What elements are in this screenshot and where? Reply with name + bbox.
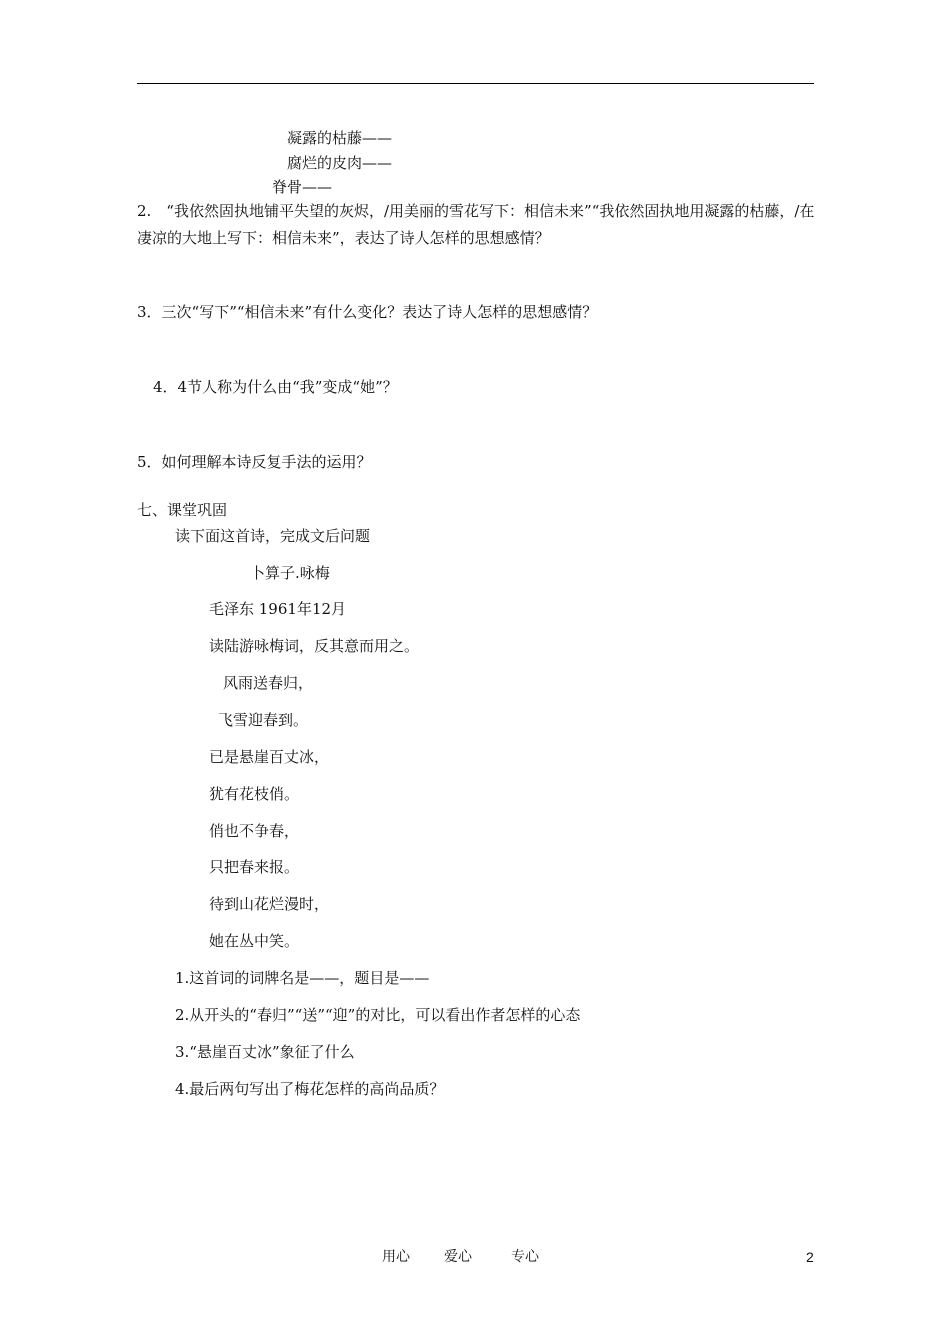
poem-line-4: 犹有花枝俏。 xyxy=(209,785,300,803)
poem-question-1: 1.这首词的词牌名是——，题目是—— xyxy=(175,969,430,987)
section-title: 七、课堂巩固 xyxy=(137,501,228,519)
question-3: 3．三次“写下”“相信未来”有什么变化？表达了诗人怎样的思想感情？ xyxy=(137,303,598,321)
question-4: 4．4节人称为什么由“我”变成“她”？ xyxy=(153,378,398,396)
footer-word-2: 爱心 xyxy=(444,1249,472,1265)
page-number: 2 xyxy=(806,1249,814,1265)
question-5: 5．如何理解本诗反复手法的运用？ xyxy=(137,453,372,471)
metaphor-line-3: 脊骨—— xyxy=(272,178,333,196)
poem-author-date: 毛泽东 1961年12月 xyxy=(209,600,347,618)
metaphor-line-2: 腐烂的皮肉—— xyxy=(287,154,393,172)
footer-word-3: 专心 xyxy=(511,1249,539,1265)
poem-line-7: 待到山花烂漫时， xyxy=(209,895,330,913)
poem-line-5: 俏也不争春， xyxy=(209,822,300,840)
poem-preface: 读陆游咏梅词，反其意而用之。 xyxy=(209,637,420,655)
poem-question-3: 3.“悬崖百丈冰”象征了什么 xyxy=(175,1043,355,1061)
header-rule xyxy=(137,83,814,84)
poem-question-4: 4.最后两句写出了梅花怎样的高尚品质？ xyxy=(175,1080,445,1098)
footer-word-1: 用心 xyxy=(382,1249,410,1265)
poem-line-3: 已是悬崖百丈冰， xyxy=(209,748,330,766)
poem-line-8: 她在丛中笑。 xyxy=(209,932,300,950)
question-2: 2. “我依然固执地铺平失望的灰烬，/用美丽的雪花写下：相信未来”“我依然固执地用凝露的枯藤，/在凄凉的大地上写下：相信未来”，表达了诗人怎样的思想感情？ xyxy=(137,202,815,247)
poem-line-1: 风雨送春归， xyxy=(223,674,314,692)
poem-line-2: 飞雪迎春到。 xyxy=(218,711,309,729)
poem-title: 卜算子.咏梅 xyxy=(250,564,330,582)
poem-question-2: 2.从开头的“春归”“送”“迎”的对比，可以看出作者怎样的心态 xyxy=(175,1006,581,1024)
instruction: 读下面这首诗，完成文后问题 xyxy=(175,527,371,545)
metaphor-line-1: 凝露的枯藤—— xyxy=(287,129,393,147)
poem-line-6: 只把春来报。 xyxy=(209,858,300,876)
